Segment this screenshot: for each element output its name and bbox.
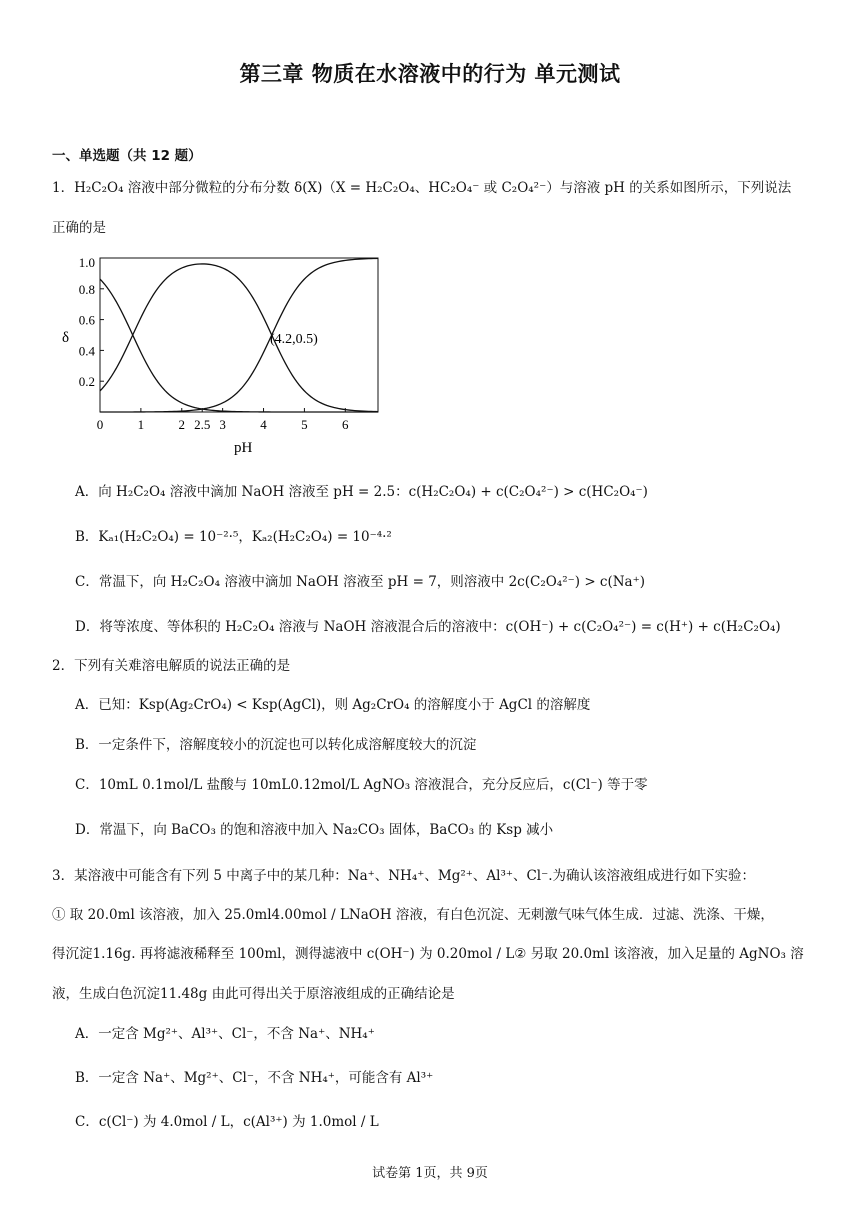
q3-stem-4: 液，生成白色沉淀11.48g 由此可得出关于原溶液组成的正确结论是 bbox=[52, 986, 455, 1002]
x-tick-label: 4 bbox=[260, 417, 267, 432]
page-title: 第三章 物质在水溶液中的行为 单元测试 bbox=[239, 62, 621, 86]
x-tick-label: 5 bbox=[301, 417, 308, 432]
q1-stem: 1．H₂C₂O₄ 溶液中部分微粒的分布分数 δ(X)（X = H₂C₂O₄、HC₂O₄⁻ 或 C₂O₄²⁻）与溶液 pH 的关系如图所示，下列说法 bbox=[52, 180, 792, 196]
q1-option-b: B．Kₐ₁(H₂C₂O₄) = 10⁻²·⁵，Kₐ₂(H₂C₂O₄) = 10⁻⁴·² bbox=[75, 529, 392, 545]
y-axis-label: δ bbox=[62, 330, 70, 346]
q3-stem-1: 3．某溶液中可能含有下列 5 中离子中的某几种：Na⁺、NH₄⁺、Mg²⁺、Al³⁺、Cl⁻.为确认该溶液组成进行如下实验： bbox=[52, 868, 756, 884]
q1-option-a: A．向 H₂C₂O₄ 溶液中滴加 NaOH 溶液至 pH = 2.5：c(H₂C₂O₄) + c(C₂O₄²⁻) > c(HC₂O₄⁻) bbox=[75, 484, 648, 500]
x-tick-label: 0 bbox=[96, 417, 104, 432]
y-tick-label: 0.8 bbox=[78, 281, 95, 297]
chart-curves bbox=[100, 258, 378, 412]
section-heading: 一、单选题（共 12 题） bbox=[52, 148, 202, 164]
q2-option-b: B．一定条件下，溶解度较小的沉淀也可以转化成溶解度较大的沉淀 bbox=[75, 737, 477, 753]
q2-stem: 2．下列有关难溶电解质的说法正确的是 bbox=[52, 658, 291, 674]
x-tick-label: 6 bbox=[342, 417, 349, 432]
curve-c2o4 bbox=[100, 258, 378, 412]
intersection-annotation: (4.2,0.5) bbox=[270, 332, 318, 347]
q1-option-c: C．常温下，向 H₂C₂O₄ 溶液中滴加 NaOH 溶液至 pH = 7，则溶液中 2c(C₂O₄²⁻) > c(Na⁺) bbox=[75, 574, 645, 590]
q3-stem-3: 得沉淀1.16g. 再将滤液稀释至 100ml，测得滤液中 c(OH⁻) 为 0.20mol / L② 另取 20.0ml 该溶液，加入足量的 AgNO₃ 溶 bbox=[52, 946, 804, 962]
plot-frame bbox=[100, 258, 378, 412]
x-tick-label: 2.5 bbox=[194, 417, 211, 432]
x-tick-label: 2 bbox=[178, 417, 186, 432]
x-tick-label: 1 bbox=[137, 417, 145, 432]
x-tick-label: 3 bbox=[219, 417, 226, 432]
curve-hc2o4 bbox=[100, 264, 378, 412]
q1-stem-cont: 正确的是 bbox=[52, 220, 106, 236]
q1-option-d: D．将等浓度、等体积的 H₂C₂O₄ 溶液与 NaOH 溶液混合后的溶液中：c(OH⁻) + c(C₂O₄²⁻) = c(H⁺) + c(H₂C₂O₄) bbox=[75, 619, 781, 635]
q2-option-a: A．已知：Ksp(Ag₂CrO₄) < Ksp(AgCl)，则 Ag₂CrO₄ 的溶解度小于 AgCl 的溶解度 bbox=[75, 697, 591, 713]
q2-option-d: D．常温下，向 BaCO₃ 的饱和溶液中加入 Na₂CO₃ 固体，BaCO₃ 的 Ksp 减小 bbox=[75, 822, 554, 838]
y-tick-label: 1.0 bbox=[78, 255, 95, 270]
y-tick-label: 0.4 bbox=[78, 343, 95, 359]
page-footer: 试卷第 1页，共 9页 bbox=[372, 1166, 488, 1181]
q3-option-b: B．一定含 Na⁺、Mg²⁺、Cl⁻，不含 NH₄⁺，可能含有 Al³⁺ bbox=[75, 1070, 434, 1086]
chart-svg bbox=[52, 250, 382, 460]
q3-option-a: A．一定含 Mg²⁺、Al³⁺、Cl⁻，不含 Na⁺、NH₄⁺ bbox=[75, 1026, 375, 1042]
q2-option-c: C．10mL 0.1mol/L 盐酸与 10mL0.12mol/L AgNO₃ 溶液混合，充分反应后，c(Cl⁻) 等于零 bbox=[75, 777, 648, 793]
y-tick-label: 0.2 bbox=[78, 374, 95, 390]
y-tick-label: 0.6 bbox=[78, 312, 95, 328]
x-axis-label: pH bbox=[234, 440, 253, 456]
distribution-chart bbox=[52, 250, 382, 460]
q3-stem-2: ① 取 20.0ml 该溶液，加入 25.0ml4.00mol / LNaOH 溶液，有白色沉淀、无刺激气味气体生成．过滤、洗涤、干燥， bbox=[52, 907, 774, 923]
q3-option-c: C．c(Cl⁻) 为 4.0mol / L，c(Al³⁺) 为 1.0mol / L bbox=[75, 1114, 379, 1130]
curve-h2c2o4 bbox=[100, 279, 378, 412]
